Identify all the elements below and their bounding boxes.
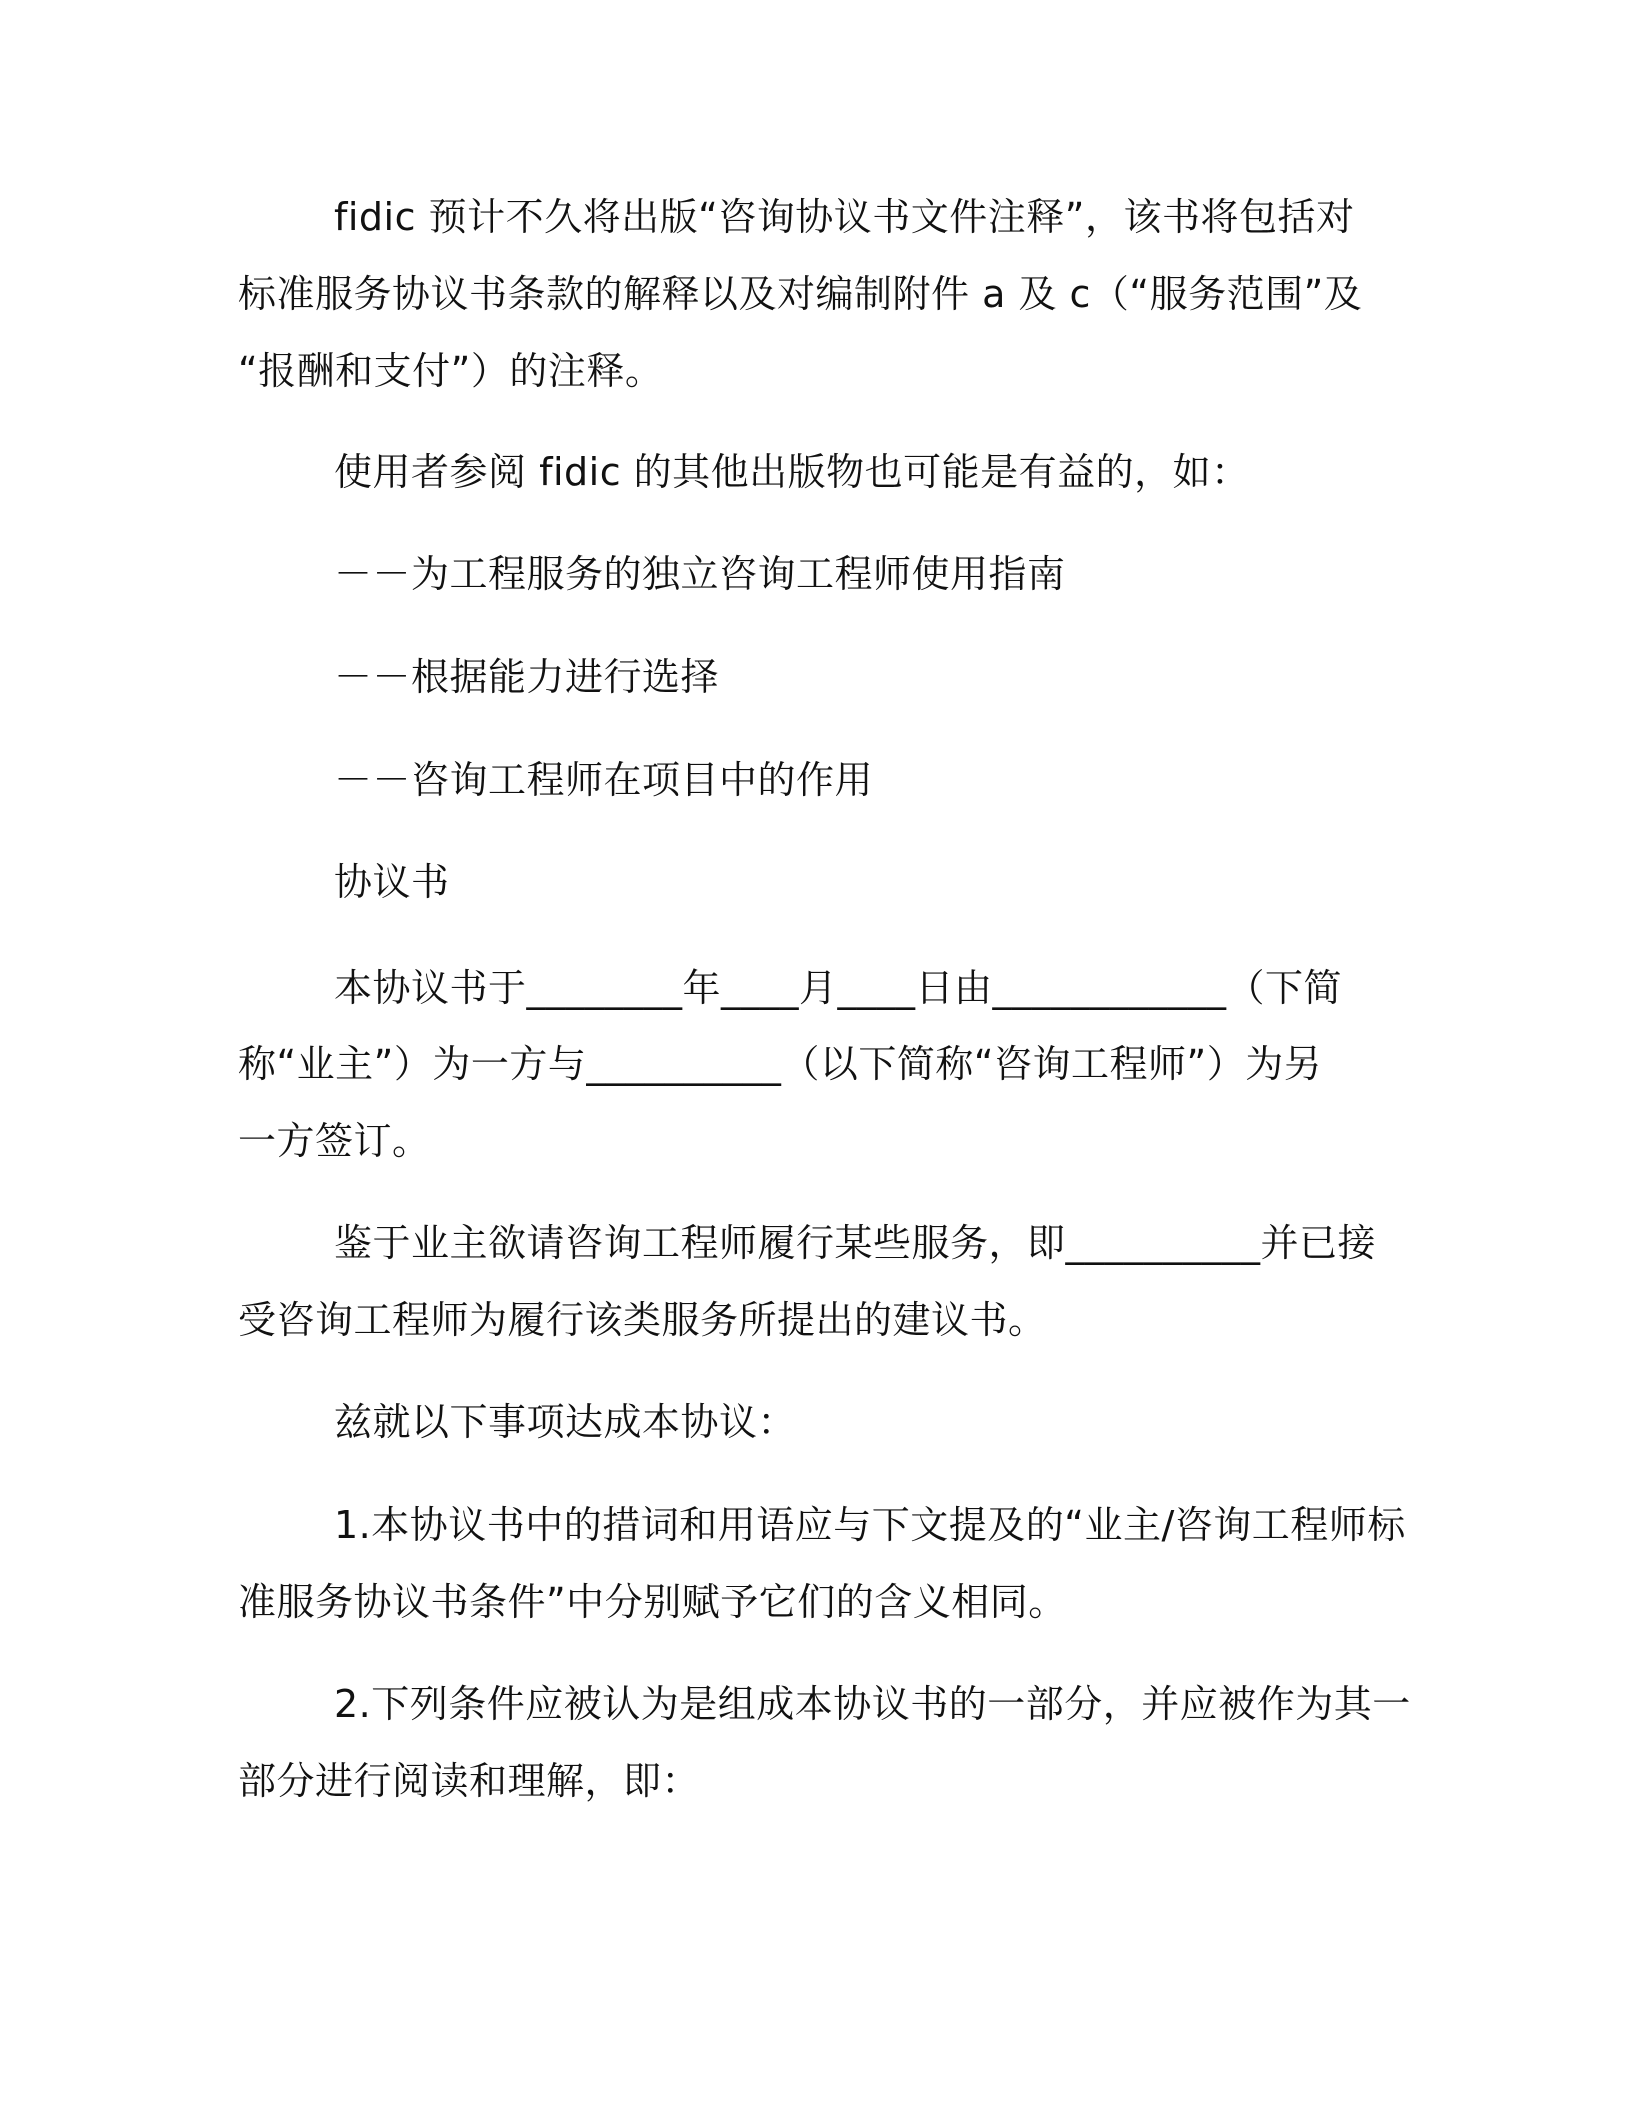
clause-line: 2.下列条件应被认为是组成本协议书的一部分，并应被作为其一 bbox=[334, 1682, 1411, 1726]
text-line: 一方签订。 bbox=[238, 1119, 431, 1163]
text-line: 兹就以下事项达成本协议： bbox=[334, 1400, 797, 1444]
list-item: －－根据能力进行选择 bbox=[334, 655, 720, 699]
text-line: 标准服务协议书条款的解释以及对编制附件 a 及 c（“服务范围”及 bbox=[238, 272, 1363, 316]
text-line: 本协议书于________年____月____日由____________（下简 bbox=[334, 966, 1343, 1010]
text-line: 使用者参阅 fidic 的其他出版物也可能是有益的，如： bbox=[334, 450, 1250, 494]
clause-line: 部分进行阅读和理解，即： bbox=[238, 1759, 701, 1803]
section-heading: 协议书 bbox=[334, 860, 450, 904]
text-line: 称“业主”）为一方与__________（以下简称“咨询工程师”）为另 bbox=[238, 1042, 1323, 1086]
list-item: －－为工程服务的独立咨询工程师使用指南 bbox=[334, 552, 1066, 596]
text-line: 受咨询工程师为履行该类服务所提出的建议书。 bbox=[238, 1298, 1047, 1342]
text-line: “报酬和支付”）的注释。 bbox=[238, 349, 664, 393]
clause-line: 1.本协议书中的措词和用语应与下文提及的“业主/咨询工程师标 bbox=[334, 1503, 1406, 1547]
text-line: 鉴于业主欲请咨询工程师履行某些服务，即__________并已接 bbox=[334, 1221, 1377, 1265]
clause-line: 准服务协议书条件”中分别赋予它们的含义相同。 bbox=[238, 1580, 1067, 1624]
list-item: －－咨询工程师在项目中的作用 bbox=[334, 758, 874, 802]
text-line: fidic 预计不久将出版“咨询协议书文件注释”，该书将包括对 bbox=[334, 195, 1355, 239]
